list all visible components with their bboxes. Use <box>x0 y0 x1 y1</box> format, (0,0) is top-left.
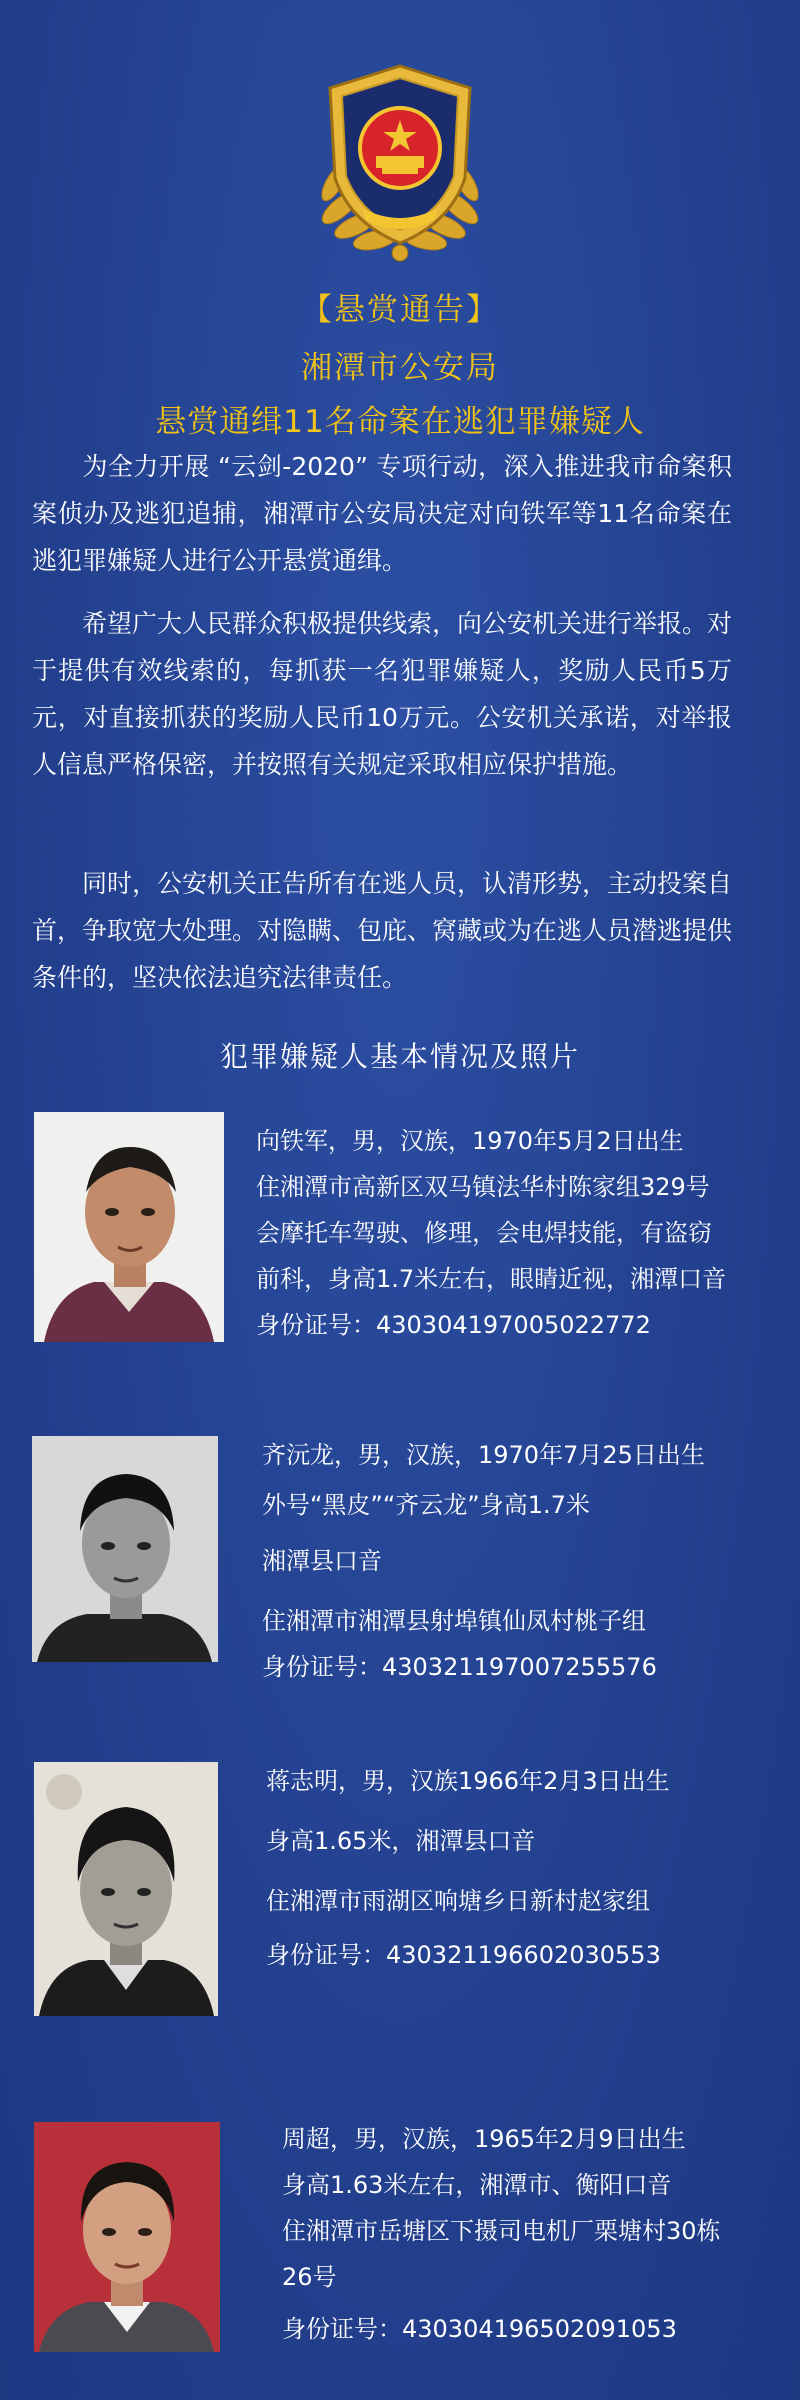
suspect-name-line: 向铁军，男，汉族，1970年5月2日出生 <box>256 1127 684 1155</box>
suspect-id-line: 身份证号：430304197005022772 <box>256 1311 651 1339</box>
suspect-accent-line: 湘潭县口音 <box>262 1547 382 1575</box>
reward-paragraph: 希望广大人民群众积极提供线索，向公安机关进行举报。对于提供有效线索的，每抓获一名犯罪嫌疑人，奖励人民币5万元，对直接抓获的奖励人民币10万元。公安机关承诺，对举报人信息严格保密，并按照有关规定采取相应保护措施。 <box>32 609 733 779</box>
intro-paragraph: 为全力开展 “云剑-2020” 专项行动，深入推进我市命案积案侦办及逃犯追捕，湘潭市公安局决定对向铁军等11名命案在逃犯罪嫌疑人进行公开悬赏通缉。 <box>32 452 732 575</box>
suspect-id-line: 身份证号：430304196502091053 <box>282 2315 677 2343</box>
page-title: 悬赏通缉11名命案在逃犯罪嫌疑人 <box>155 404 645 440</box>
suspect-photo <box>34 1762 218 2016</box>
suspect-info <box>262 1432 800 1690</box>
section-heading: 犯罪嫌疑人基本情况及照片 <box>219 1040 580 1073</box>
bureau-name: 湘潭市公安局 <box>301 350 499 386</box>
suspect-name-line: 蒋志明，男，汉族1966年2月3日出生 <box>266 1767 670 1795</box>
warning-paragraph: 同时，公安机关正告所有在逃人员，认清形势，主动投案自首，争取宽大处理。对隐瞒、包庇、窝藏或为在逃人员潜逃提供条件的，坚决依法追究法律责任。 <box>32 869 733 992</box>
suspect-detail-line: 会摩托车驾驶、修理，会电焊技能，有盗窃 <box>256 1219 712 1247</box>
suspect-alias-line: 外号“黑皮”“齐云龙”身高1.7米 <box>262 1491 590 1519</box>
suspect-name-line: 周超，男，汉族，1965年2月9日出生 <box>282 2125 686 2153</box>
notice-label: 【悬赏通告】 <box>301 292 499 328</box>
suspect-photo <box>32 1436 218 1662</box>
suspect-info <box>282 2116 800 2352</box>
suspect-address-line: 住湘潭市岳塘区下摄司电机厂栗塘村30栋 <box>282 2217 721 2245</box>
suspect-id-line: 身份证号：430321197007255576 <box>262 1653 657 1681</box>
suspect-detail-line: 前科，身高1.7米左右，眼睛近视，湘潭口音 <box>256 1265 727 1293</box>
suspect-photo <box>34 1112 224 1342</box>
suspect-address-line: 住湘潭市高新区双马镇法华村陈家组329号 <box>256 1173 710 1201</box>
suspect-address-line: 住湘潭市湘潭县射埠镇仙凤村桃子组 <box>262 1607 646 1635</box>
suspect-detail-line: 身高1.65米，湘潭县口音 <box>266 1827 536 1855</box>
suspect-address-line: 26号 <box>282 2263 337 2291</box>
suspect-photo <box>34 2122 220 2352</box>
police-emblem-icon <box>300 58 500 268</box>
suspect-name-line: 齐沅龙，男，汉族，1970年7月25日出生 <box>262 1441 705 1469</box>
suspect-address-line: 住湘潭市雨湖区响塘乡日新村赵家组 <box>266 1887 650 1915</box>
suspect-info <box>266 1758 800 1978</box>
suspect-info <box>256 1118 800 1348</box>
suspect-id-line: 身份证号：430321196602030553 <box>266 1941 661 1969</box>
suspect-detail-line: 身高1.63米左右，湘潭市、衡阳口音 <box>282 2171 672 2199</box>
